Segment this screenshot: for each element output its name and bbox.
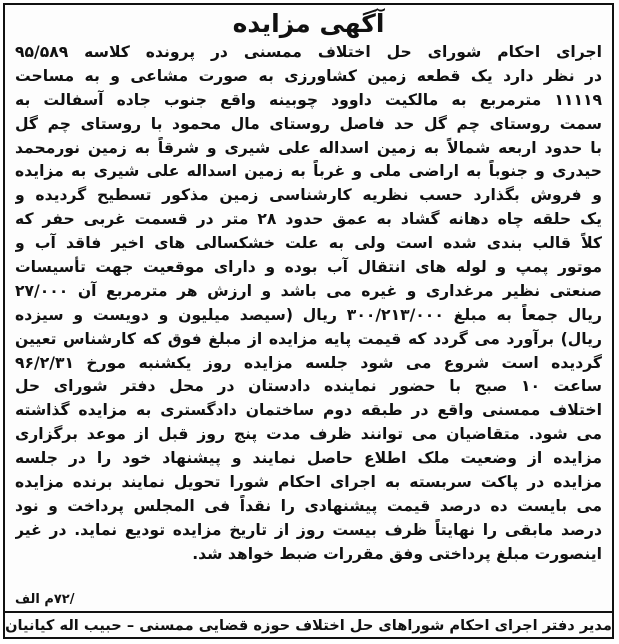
- body-line: ریال) برآورد می گردد که قیمت پایه مزایده از مبلغ فوق که کارشناس تعیین: [15, 329, 602, 348]
- body-line: حیدری و جنوباً به اراضی ملی و غرباً به زمین اسداله علی شیری به مزایده: [15, 162, 602, 181]
- auction-notice: [3, 3, 614, 639]
- body-line: مزایده از وضعیت ملک اطلاع حاصل نمایند و پیشنهاد خود را در جلسه: [15, 449, 602, 468]
- body-line: ساعت ۱۰ صبح با حضور نماینده دادستان در محل دفتر شورای حل: [15, 377, 602, 396]
- signature-line: مدیر دفتر اجرای احکام شوراهای حل اختلاف حوزه قضایی ممسنی – حبیب اله کیانیان: [5, 617, 612, 634]
- body-line: مزایده در پاکت سربسته به اجرای احکام شورا تحویل نمایند برنده مزایده: [15, 473, 602, 492]
- body-line: گردیده است شروع می شود جلسه مزایده روز یکشنبه مورخ ۹۶/۲/۳۱: [15, 353, 602, 372]
- body-line: صنعتی نظیر مرغداری و غیره می باشد و ارزش هر مترمربع آن ۲۷/۰۰۰: [15, 281, 602, 300]
- body-line: می شود. متقاضیان می توانند ظرف مدت پنج روز قبل از موعد برگزاری: [15, 425, 602, 444]
- body-line: و فروش بگذارد حسب نظریه کارشناسی زمین مذکور تسطیح گردیده و: [15, 186, 602, 205]
- reference-number: /۷۲م الف: [15, 592, 75, 607]
- footer-divider: [5, 611, 612, 613]
- body-line: موتور پمپ و لوله های انتقال آب بوده و دارای موقعیت جهت تأسیسات: [15, 258, 602, 277]
- body-line: با حدود اربعه شمالاً به زمین اسداله علی شیری و شرقاً به زمین نورمحمد: [15, 138, 602, 157]
- body-line: اجرای احکام شورای حل اختلاف ممسنی در پرونده کلاسه ۹۵/۵۸۹: [15, 43, 602, 61]
- body-line: اینصورت مبلغ پرداختی وفق مقررات ضبط خواهد شد.: [192, 544, 602, 563]
- body-line: ۱۱۱۱۹ مترمربع به مالکیت داوود چوبینه واقع جنوب جاده آسفالت به: [15, 90, 602, 109]
- body-line: یک حلقه چاه دهانه گشاد به عمق حدود ۲۸ متر در قسمت غربی حفر که: [15, 210, 602, 229]
- body-line: اختلاف ممسنی واقع در طبقه دوم ساختمان دادگستری به مزایده گذاشته: [15, 401, 602, 420]
- body-line: کلاً قالب بندی شده است ولی به علت خشکسالی های اخیر فاقد آب و: [15, 234, 602, 253]
- body-line: می بایست ده درصد قیمت پیشنهادی را نقداً فی المجلس پرداخت و نود: [15, 496, 602, 515]
- body-line: ریال جمعاً به مبلغ ۳۰۰/۲۱۳/۰۰۰ ریال (سیصد میلیون و دویست و سیزده: [15, 305, 602, 324]
- body-line: سمت روستای چم گل حد فاصل روستای مال محمود با روستای چم گل: [15, 114, 602, 133]
- notice-title: آگهی مزایده: [232, 9, 385, 38]
- body-line: درصد مابقی را نهایتاً ظرف بیست روز از تاریخ مزایده تودیع نماید. در غیر: [15, 520, 602, 539]
- body-line: در نظر دارد یک قطعه زمین کشاورزی به صورت مشاعی و به مساحت: [15, 66, 602, 85]
- notice-body: [15, 41, 602, 567]
